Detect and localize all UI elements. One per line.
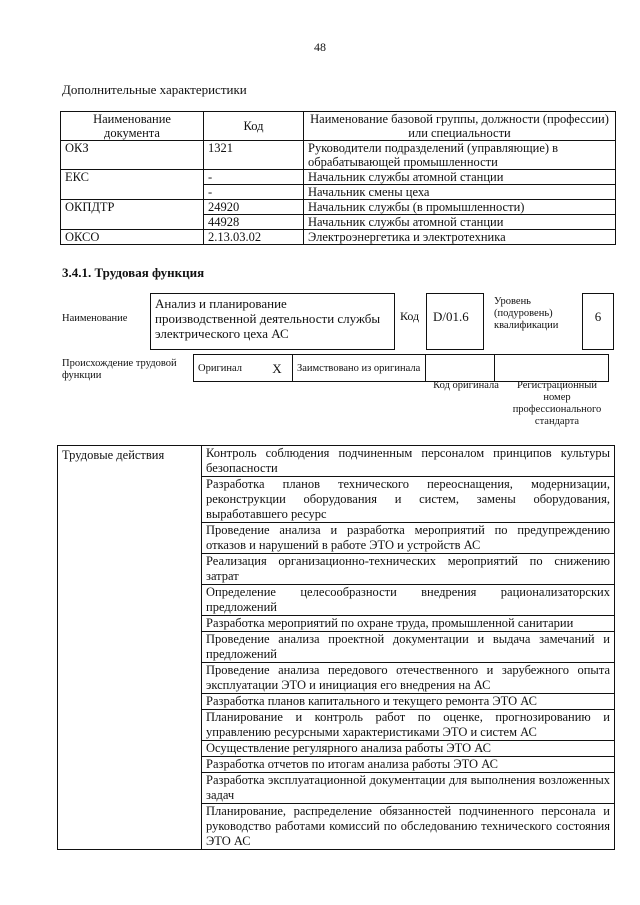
function-code-value: D/01.6 <box>426 293 484 350</box>
row-code: 44928 <box>204 215 304 230</box>
function-name-value: Анализ и планирование производственной деятельности службы электрического цеха АС <box>150 293 395 350</box>
header-code: Код <box>204 112 304 141</box>
table-row <box>61 200 616 215</box>
section-title: 3.4.1. Трудовая функция <box>62 265 205 280</box>
row-name: Начальник службы атомной станции <box>304 170 616 185</box>
row-doc <box>61 185 204 200</box>
row-doc: ЕКС <box>61 170 204 185</box>
row-doc: ОКЗ <box>61 141 204 170</box>
additional-characteristics-title: Дополнительные характеристики <box>62 82 247 97</box>
header-group-name: Наименование базовой группы, должности (профессии) или специальности <box>304 112 616 141</box>
row-name: Руководители подразделений (управляющие) в обрабатывающей промышленности <box>304 141 616 170</box>
labor-action-item: Проведение анализа и разработка мероприятий по предупреждению отказов и нарушений в работе ЭТО и устройств АС <box>202 523 615 554</box>
origin-table <box>193 354 609 382</box>
labor-action-item: Проведение анализа передового отечественного и зарубежного опыта эксплуатации ЭТО и инициация его внедрения на АС <box>202 663 615 694</box>
labor-action-item: Планирование, распределение обязанностей подчиненного персонала и руководство работами комиссий по обследованию технического состояния ЭТО АС <box>202 804 615 850</box>
registration-number-caption: Регистрационный номер профессионального стандарта <box>512 380 602 427</box>
labor-action-item: Разработка отчетов по итогам анализа работы ЭТО АС <box>202 757 615 773</box>
row-name: Начальник службы атомной станции <box>304 215 616 230</box>
table-row <box>61 215 616 230</box>
labor-action-item: Осуществление регулярного анализа работы ЭТО АС <box>202 741 615 757</box>
labor-action-item: Проведение анализа проектной документации и выдача замечаний и предложений <box>202 632 615 663</box>
header-doc-name: Наименование документа <box>61 112 204 141</box>
labor-action-item: Контроль соблюдения подчиненным персоналом принципов культуры безопасности <box>202 446 615 477</box>
table-header-row <box>61 112 616 141</box>
row-code: - <box>204 185 304 200</box>
borrowed-label: Заимствовано из оригинала <box>293 355 426 382</box>
function-name-label: Наименование <box>62 313 128 324</box>
row-code: - <box>204 170 304 185</box>
labor-actions-table <box>57 445 615 850</box>
row-doc: ОКПДТР <box>61 200 204 215</box>
labor-action-item: Планирование и контроль работ по оценке, прогнозированию и управлению ресурсными характеристиками ЭТО и систем АС <box>202 710 615 741</box>
row-doc <box>61 215 204 230</box>
row-code: 24920 <box>204 200 304 215</box>
labor-action-item: Определение целесообразности внедрения рационализаторских предложений <box>202 585 615 616</box>
qualification-level-value: 6 <box>582 293 614 350</box>
labor-action-item: Разработка мероприятий по охране труда, промышленной санитарии <box>202 616 615 632</box>
row-name: Электроэнергетика и электротехника <box>304 230 616 245</box>
table-row <box>61 185 616 200</box>
row-doc: ОКСО <box>61 230 204 245</box>
labor-action-item: Разработка эксплуатационной документации для выполнения возложенных задач <box>202 773 615 804</box>
origin-label: Происхождение трудовой функции <box>62 358 177 381</box>
row-name: Начальник смены цеха <box>304 185 616 200</box>
original-mark: X <box>262 355 293 382</box>
labor-actions-label: Трудовые действия <box>58 446 202 477</box>
table-row <box>61 141 616 170</box>
additional-characteristics-table <box>60 111 616 245</box>
labor-action-item: Разработка планов технического переоснащения, модернизации, реконструкции оборудования и систем, замены оборудования, выработавшего ресурс <box>202 477 615 523</box>
labor-action-item: Разработка планов капитального и текущего ремонта ЭТО АС <box>202 694 615 710</box>
row-code: 1321 <box>204 141 304 170</box>
row-name: Начальник службы (в промышленности) <box>304 200 616 215</box>
registration-number-cell <box>495 355 609 382</box>
row-code: 2.13.03.02 <box>204 230 304 245</box>
page-number: 48 <box>314 40 326 54</box>
original-label: Оригинал <box>194 355 263 382</box>
original-code-caption: Код оригинала <box>433 380 499 391</box>
qualification-level-label: Уровень (подуровень) квалификации <box>494 296 559 331</box>
labor-action-item: Реализация организационно-технических мероприятий по снижению затрат <box>202 554 615 585</box>
table-row <box>61 230 616 245</box>
original-code-cell <box>426 355 495 382</box>
table-row <box>61 170 616 185</box>
function-code-label: Код <box>400 309 420 323</box>
